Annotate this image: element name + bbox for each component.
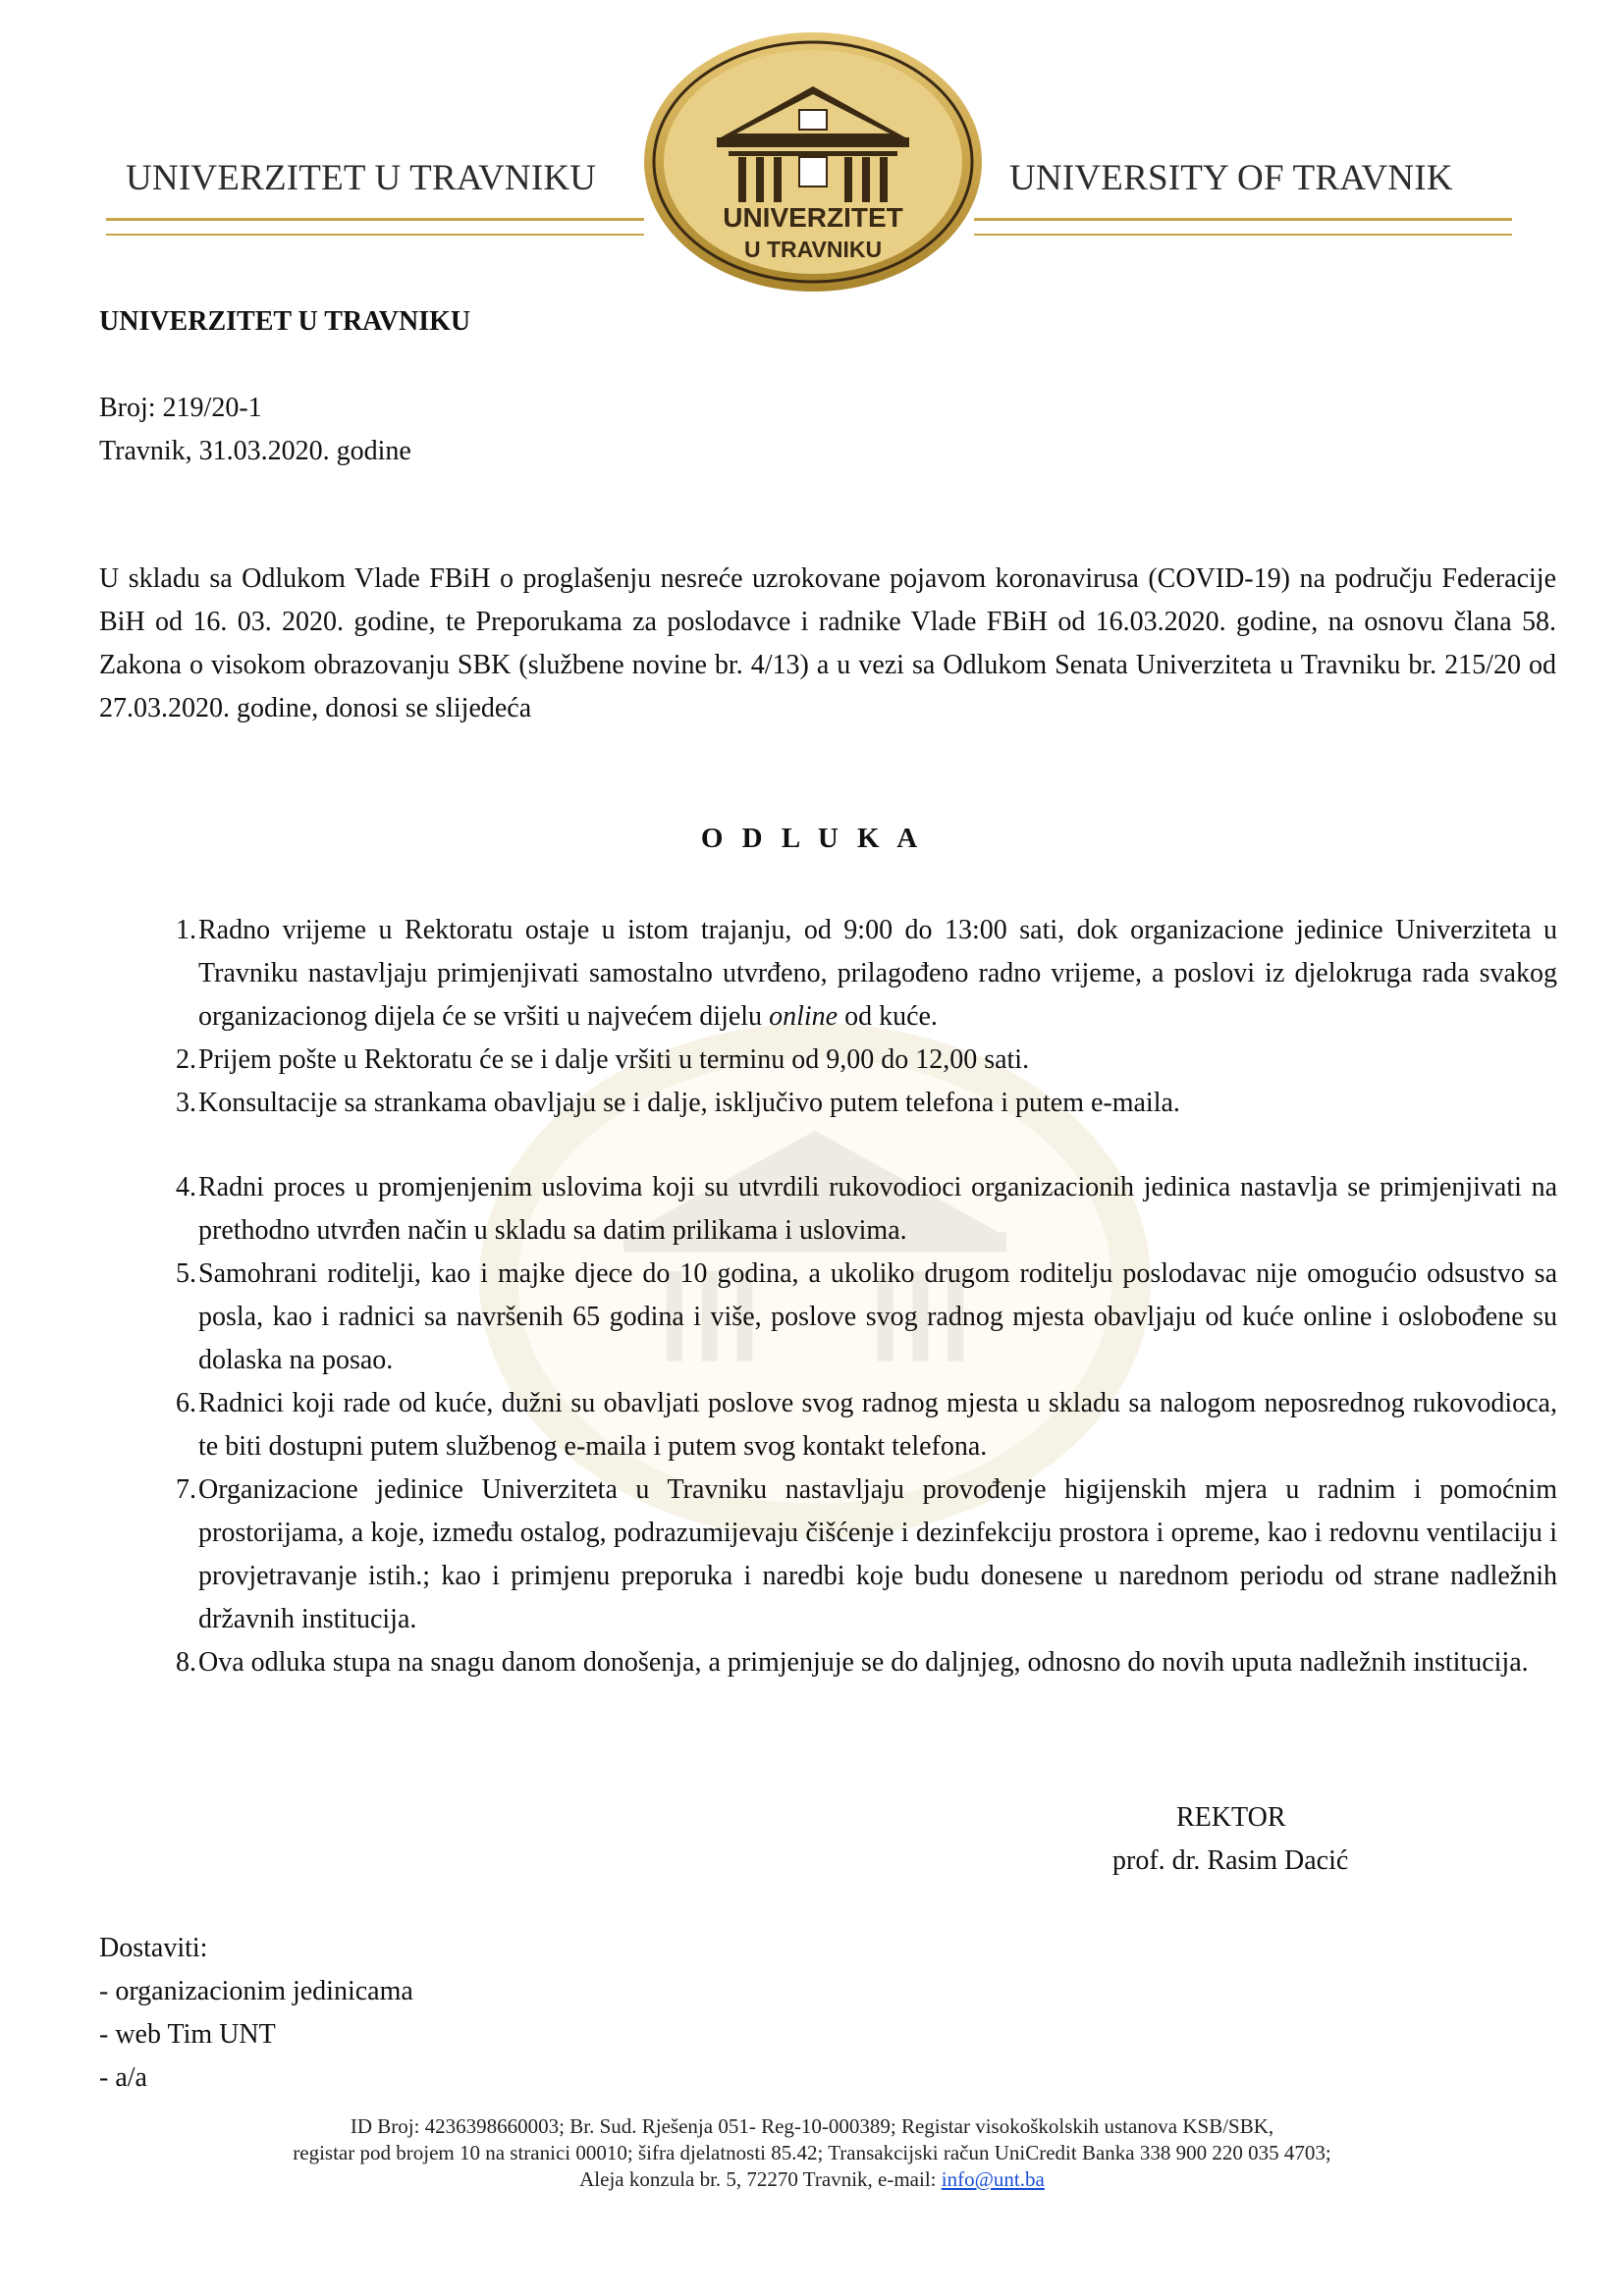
footer-line-1: ID Broj: 4236398660003; Br. Sud. Rješenja 051- Reg-10-000389; Registar visokoškolskih ustanova KSB/SBK, <box>350 2114 1274 2138</box>
header-left-rule <box>106 218 644 221</box>
item-text: Prijem pošte u Rektoratu će se i dalje vršiti u terminu od 9,00 do 12,00 sati. <box>198 1044 1030 1075</box>
delivery-item-1: - organizacionim jedinicama <box>99 1976 413 2006</box>
item-number: 4. <box>176 1172 196 1202</box>
delivery-item-2: - web Tim UNT <box>99 2019 276 2050</box>
item-text: Organizacione jedinice Univerziteta u Travniku nastavljaju provođenje higijenskih mjera u radnim i pomoćnim prostorijama, a koje, između ostalog, podrazumijevaju čišćenje i dezinfekciju prostora i opreme, kao i redovnu ventilaciju i provjetravanje istih.; kao i primjenu preporuka i naredbi koje budu donesene u narednom periodu od strane nadležnih državnih institucija. <box>198 1474 1557 1634</box>
item-text: Radni proces u promjenjenim uslovima koji su utvrdili rukovodioci organizacionih jedinica nastavlja se primjenjivati na prethodno utvrđen način u skladu sa datim prilikama i uslovima. <box>198 1172 1557 1246</box>
signature-title: REKTOR <box>1176 1802 1286 1833</box>
item-number: 3. <box>176 1088 196 1118</box>
footer-email-link[interactable]: info@unt.ba <box>941 2167 1045 2191</box>
header-right-rule <box>974 218 1512 221</box>
item-number: 1. <box>176 915 196 945</box>
item-text: Radno vrijeme u Rektoratu ostaje u istom trajanju, od 9:00 do 13:00 sati, dok organizacione jedinice Univerziteta u Travniku nastavljaju primjenjivati samostalno utvrđeno, prilagođeno radno vrijeme, a poslovi iz djelokruga rada svakog organizacionog dijela će se vršiti u najvećem dijelu online od kuće. <box>198 915 1557 1032</box>
header-right-rule-thin <box>974 234 1512 236</box>
item-number: 6. <box>176 1388 196 1418</box>
item-text: Konsultacije sa strankama obavljaju se i dalje, isključivo putem telefona i putem e-maila. <box>198 1088 1180 1118</box>
item-number: 8. <box>176 1647 196 1678</box>
signature-name: prof. dr. Rasim Dacić <box>1112 1845 1349 1876</box>
decision-title: O D L U K A <box>700 823 924 854</box>
delivery-label: Dostaviti: <box>99 1933 208 1963</box>
footer-line-3: Aleja konzula br. 5, 72270 Travnik, e-mail: info@unt.ba <box>579 2167 1045 2191</box>
item-number: 7. <box>176 1474 196 1505</box>
university-logo <box>640 29 986 294</box>
item-number: 5. <box>176 1258 196 1289</box>
document-number: Broj: 219/20-1 <box>99 393 262 423</box>
header-university-name-en: UNIVERSITY OF TRAVNIK <box>1009 158 1453 198</box>
preamble-paragraph: U skladu sa Odlukom Vlade FBiH o proglašenju nesreće uzrokovane pojavom koronavirusa (COVID-19) na području Federacije BiH od 16. 03. 2020. godine, te Preporukama za poslodavce i radnike Vlade FBiH od 16.03.2020. godine, na osnovu člana 58. Zakona o visokom obrazovanju SBK (službene novine br. 4/13) a u vezi sa Odlukom Senata Univerziteta u Travniku br. 215/20 od 27.03.2020. godine, donosi se slijedeća <box>99 563 1556 723</box>
item-text: Ova odluka stupa na snagu danom donošenja, a primjenjuje se do daljnjeg, odnosno do novih uputa nadležnih institucija. <box>198 1647 1529 1678</box>
logo-text-line1: UNIVERZITET <box>723 202 903 233</box>
footer-line-2: registar pod brojem 10 na stranici 00010; šifra djelatnosti 85.42; Transakcijski račun UniCredit Banka 338 900 220 035 4703; <box>293 2141 1331 2164</box>
item-number: 2. <box>176 1044 196 1075</box>
logo-text-line2: U TRAVNIKU <box>743 237 883 262</box>
footer <box>0 2113 1624 2193</box>
item-text: Samohrani roditelji, kao i majke djece do 10 godina, a ukoliko drugom roditelju poslodavac nije omogućio odsustvo sa posla, kao i radnici sa navršenih 65 godina i više, poslove svog radnog mjesta obavljaju od kuće online i oslobođene su dolaska na posao. <box>198 1258 1557 1375</box>
item-text: Radnici koji rade od kuće, dužni su obavljati poslove svog radnog mjesta u skladu sa nalogom neposrednog rukovodioca, te biti dostupni putem službenog e-maila i putem svog kontakt telefona. <box>198 1388 1557 1462</box>
header-left-rule-thin <box>106 234 644 236</box>
delivery-item-3: - a/a <box>99 2062 147 2093</box>
document-place-date: Travnik, 31.03.2020. godine <box>99 436 411 466</box>
institution-name: UNIVERZITET U TRAVNIKU <box>99 306 471 337</box>
header-university-name-bs: UNIVERZITET U TRAVNIKU <box>126 158 597 198</box>
